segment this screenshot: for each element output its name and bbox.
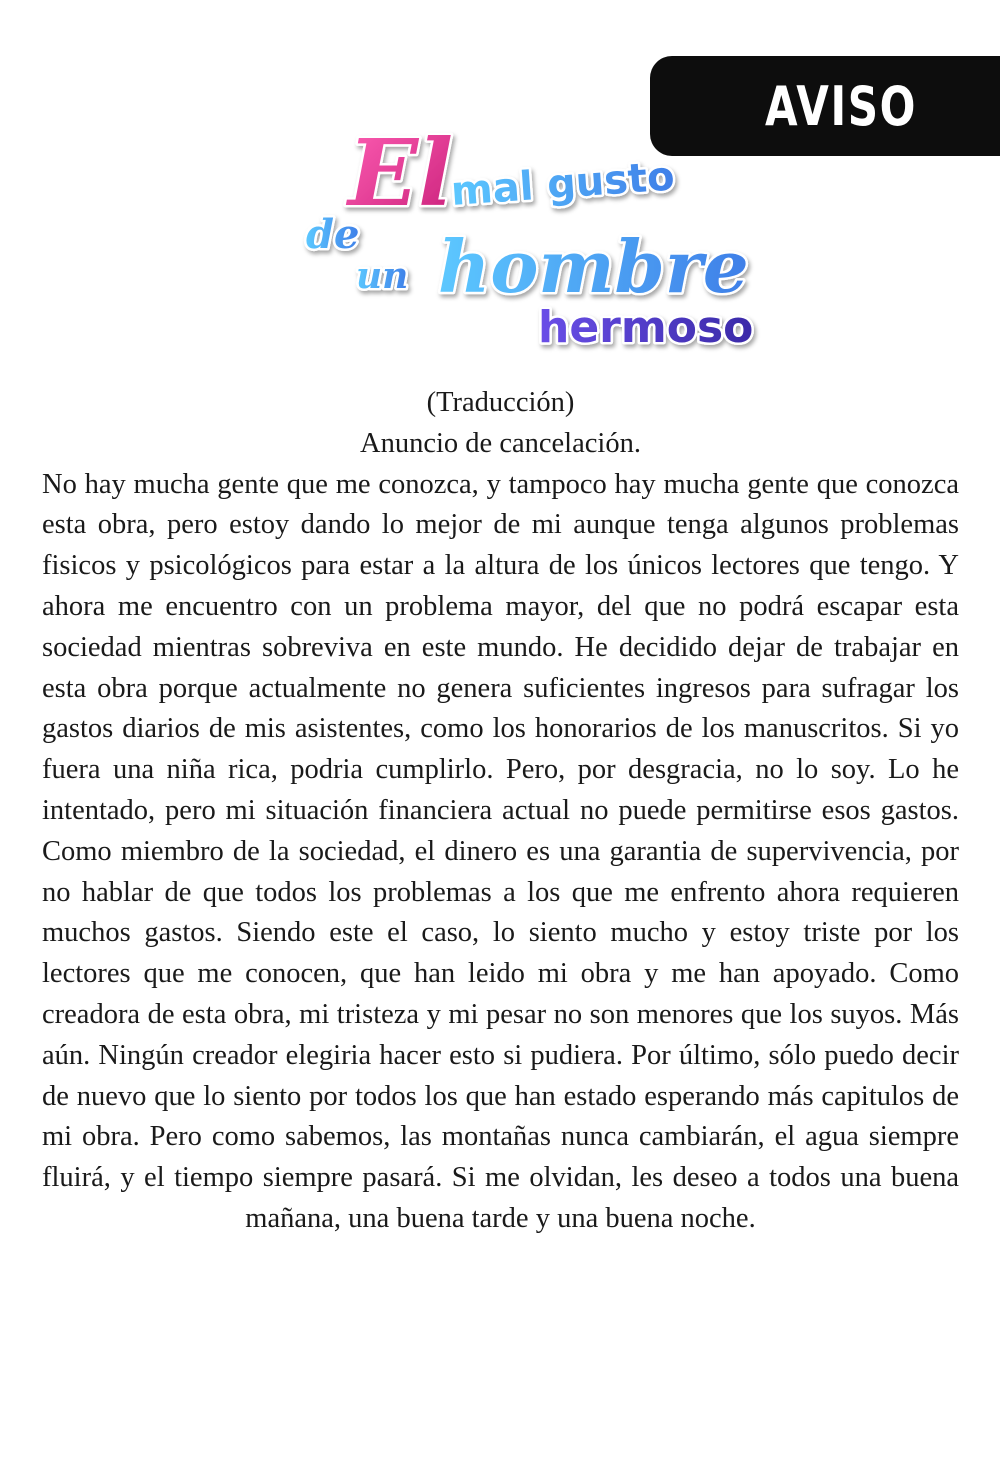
notice-tab-label: AVISO xyxy=(765,74,917,138)
logo-word-hermoso: hermoso xyxy=(538,302,754,353)
series-logo-graphic xyxy=(300,119,754,370)
notice-body: No hay mucha gente que me conozca, y tampoco hay mucha gente que conozca esta obra, pero estoy dando lo mejor de mi aunque tenga algunos problemas fisicos y psicológicos para estar a la altura de los únicos lectores que tengo. Y ahora me encuentro con un problema mayor, del que no podrá escapar esta sociedad mientras sobreviva en este mundo. He decidido dejar de trabajar en esta obra porque actualmente no genera suficientes ingresos para sufragar los gastos diarios de mis asistentes, como los honorarios de los manuscritos. Si yo fuera una niña rica, podria cumplirlo. Pero, por desgracia, no lo soy. Lo he intentado, pero mi situación financiera actual no puede permitirse esos gastos. Como miembro de la sociedad, el dinero es una garantia de supervivencia, por no hablar de que todos los problemas a los que me enfrento ahora requieren muchos gastos. Siendo este el caso, lo siento mucho y estoy triste por los lectores que me conocen, que han leido mi obra y me han apoyado. Como creadora de esta obra, mi tristeza y mi pesar no son menores que los suyos. Más aún. Ningún creador elegiria hacer esto si pudiera. Por último, sólo puedo decir de nuevo que lo siento por todos los que han estado esperando más capitulos de mi obra. Pero como sabemos, las montañas nunca cambiarán, el agua siempre fluirá, y el tiempo siempre pasará. Si me olvidan, les deseo a todos una buena mañana, una buena tarde y una buena noche. xyxy=(42,468,959,1234)
logo-word-el: El xyxy=(348,119,454,227)
notice-subtitle: (Traducción) xyxy=(426,387,575,418)
logo-word-un: un xyxy=(356,255,409,297)
notice-content xyxy=(42,383,959,1240)
logo-word-hombre: hombre xyxy=(438,224,749,309)
series-logo xyxy=(300,119,754,370)
notice-heading: Anuncio de cancelación. xyxy=(360,427,641,459)
logo-word-de: de xyxy=(306,211,360,258)
logo-words-mal-gusto: mal gusto xyxy=(449,153,676,215)
